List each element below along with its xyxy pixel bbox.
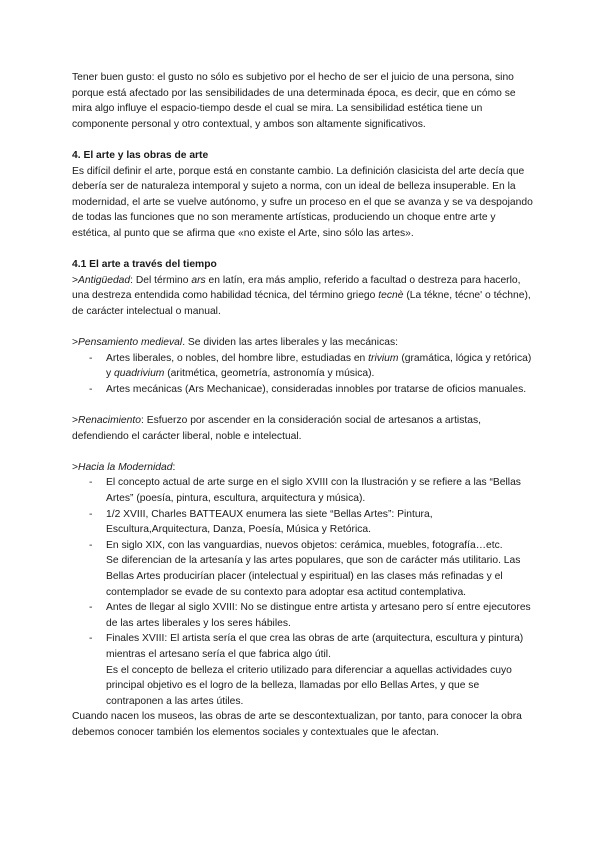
antiguedad-paragraph: [72, 273, 534, 320]
renacimiento-text: : Esfuerzo por ascender en la consideración social de artesanos a artistas, defendiendo el carácter liberal, noble e intelectual.: [72, 415, 481, 442]
medieval-prefix: >: [72, 337, 79, 349]
list-item-text: (aritmética, geometría, astronomía y música).: [164, 368, 375, 380]
list-item-extra: Es el concepto de belleza el criterio utilizado para diferenciar a aquellas actividades cuyo principal objetivo es el logro de la belleza, llamadas por ello Bellas Artes, y que se contraponen a las artes útiles.: [106, 664, 512, 707]
list-item-text: En siglo XIX, con las vanguardias, nuevos objetos: cerámica, muebles, fotografía…etc.: [106, 539, 503, 551]
modernidad-list: [72, 475, 534, 709]
modernidad-label: Hacia la Modernidad: [78, 461, 173, 473]
antiguedad-text-3: (La tékne, técne' o téchne), de carácter intelectual o manual.: [72, 290, 531, 317]
list-item: - 1/2 XVIII, Charles BATTEAUX enumera las siete “Bellas Artes”: Pintura, Escultura,Arquitectura, Danza, Poesía, Música y Retórica.: [106, 507, 534, 538]
medieval-intro-text: . Se dividen las artes liberales y las mecánicas:: [182, 337, 398, 349]
medieval-intro: [72, 335, 534, 351]
antiguedad-text-2: en latín, era más amplio, referido a facultad o destreza para hacerlo, una destreza entendida como habilidad técnica, del término griego: [72, 274, 521, 302]
list-item-text: Finales XVIII: El artista sería el que crea las obras de arte (arquitectura, escultura y pintura) mientras el artesano sería el que fabrica algo útil.: [106, 633, 524, 660]
term-ars: ars: [191, 274, 206, 286]
medieval-label: Pensamiento medieval: [78, 337, 183, 349]
term-tecne: tecnè: [378, 290, 404, 302]
section-4-1-heading: 4.1 El arte a través del tiempo: [72, 259, 217, 271]
antiguedad-prefix: >: [72, 274, 79, 286]
renacimiento-prefix: >: [72, 415, 79, 427]
modernidad-prefix: >: [72, 461, 79, 473]
renacimiento-label: Renacimiento: [78, 415, 141, 427]
list-item: [106, 351, 534, 382]
list-item: - El concepto actual de arte surge en el siglo XVIII con la Ilustración y se refiere a las “Bellas Artes” (poesía, pintura, escultura, arquitectura y música).: [106, 475, 534, 506]
section-4-body: Es difícil definir el arte, porque está en constante cambio. La definición clasicista del arte decía que debería ser de naturaleza intemporal y sujeto a norma, con un ideal de belleza insuperable. En la modernidad, el arte se vuelve autónomo, y sufre un proceso en el que se avanza y se va despojando de todas las funciones que no son meramente artísticas, produciendo un choque entre arte y estética, al punto que se afirma que «no existe el Arte, sino sólo las artes».: [72, 165, 533, 239]
closing-paragraph: Cuando nacen los museos, las obras de arte se descontextualizan, por tanto, para conocer la obra debemos conocer también los elementos sociales y contextuales que le afectan.: [72, 711, 522, 738]
medieval-list: [72, 351, 534, 398]
modernidad-intro: [72, 460, 534, 476]
list-item-text: (gramática, lógica y retórica) y: [106, 352, 532, 380]
intro-paragraph: Tener buen gusto: el gusto no sólo es subjetivo por el hecho de ser el juicio de una persona, sino porque está afectado por las sensibilidades de una determinada época, es decir, que en cómo se mira algo influye el espacio-tiempo desde el cual se mira. La sensibilidad estética tiene un componente personal y otro contextual, y ambos son altamente significativos.: [72, 72, 516, 130]
antiguedad-text-1: : Del término: [130, 274, 192, 286]
list-item: - Antes de llegar al siglo XVIII: No se distingue entre artista y artesano pero sí entre ejecutores de las artes liberales y los seres hábiles.: [106, 600, 534, 631]
list-item: - Artes mecánicas (Ars Mechanicae), consideradas innobles por tratarse de oficios manuales.: [106, 382, 534, 398]
section-4-heading: 4. El arte y las obras de arte: [72, 149, 209, 161]
renacimiento-paragraph: [72, 413, 534, 444]
list-item: [106, 538, 534, 600]
list-item-text: Artes liberales, o nobles, del hombre libre, estudiadas en: [106, 352, 369, 364]
list-item-extra: Se diferencian de la artesanía y las artes populares, que son de carácter más utilitario. Las Bellas Artes producirían placer (intelectual y espiritual) en las clases más refinadas y el contemplador se evade de su contexto para adoptar esa actitud contemplativa.: [106, 555, 521, 598]
term-quadrivium: quadrivium: [114, 368, 165, 380]
term-trivium: trivium: [368, 352, 399, 364]
modernidad-colon: :: [172, 461, 176, 473]
antiguedad-label: Antigüedad: [78, 274, 131, 286]
list-item: [106, 631, 534, 709]
